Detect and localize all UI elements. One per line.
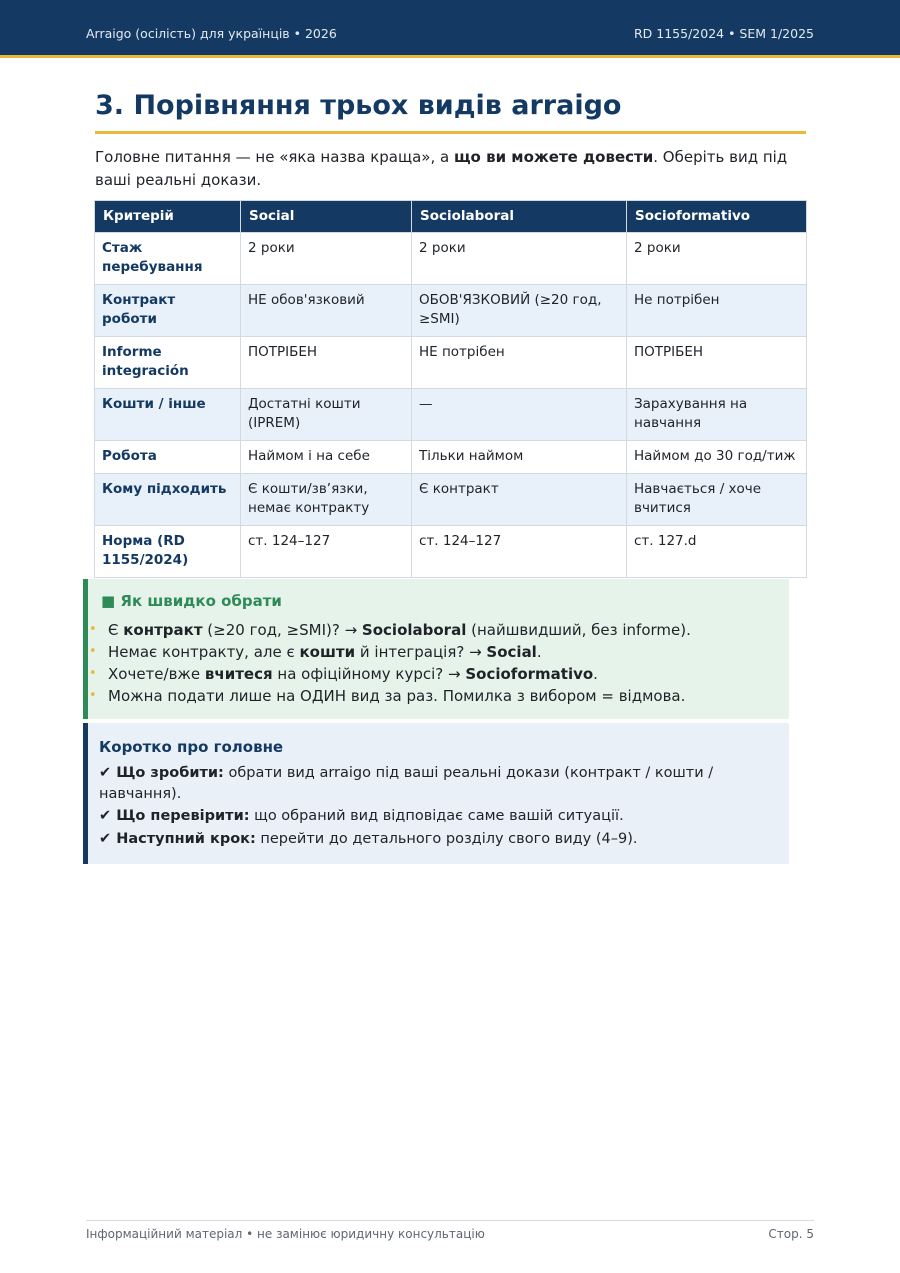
summary-text: обрати вид arraigo під ваші реальні докази (контракт / кошти / навчання). bbox=[99, 765, 714, 802]
table-row bbox=[95, 389, 807, 441]
summary-label: ✔ Наступний крок: bbox=[99, 831, 256, 847]
page-number: Стор. 5 bbox=[768, 1227, 814, 1241]
footer-divider bbox=[86, 1220, 814, 1221]
table-cell: ст. 124–127 bbox=[241, 526, 412, 578]
page-header bbox=[0, 0, 900, 58]
summary-text: перейти до детального розділу свого виду (4–9). bbox=[255, 831, 638, 847]
table-row bbox=[95, 285, 807, 337]
table-cell: ст. 127.d bbox=[627, 526, 807, 578]
bullet-icon: • bbox=[89, 644, 97, 659]
quick-choice-title: ■ Як швидко обрати bbox=[101, 592, 282, 610]
bullet-icon: • bbox=[89, 622, 97, 637]
quick-choice-list bbox=[88, 619, 691, 707]
table-cell: Достатні кошти (IPREM) bbox=[241, 389, 412, 441]
table-cell: 2 роки bbox=[627, 233, 807, 285]
text-bold: кошти bbox=[299, 643, 356, 661]
summary-item bbox=[99, 806, 759, 827]
criterion-cell: Кому підходить bbox=[95, 474, 241, 526]
text-bold: контракт bbox=[123, 621, 203, 639]
summary-label: ✔ Що зробити: bbox=[99, 765, 224, 781]
table-cell: Зарахування на навчання bbox=[627, 389, 807, 441]
table-cell: Не потрібен bbox=[627, 285, 807, 337]
intro-text-a: Головне питання — не «яка назва краща», а bbox=[95, 148, 454, 166]
list-item bbox=[88, 641, 691, 663]
footer-disclaimer: Інформаційний матеріал • не замінює юридичну консультацію bbox=[86, 1227, 485, 1241]
column-header: Socioformativo bbox=[627, 201, 807, 233]
text-bold: Socioformativo bbox=[465, 665, 594, 683]
criterion-cell: Кошти / інше bbox=[95, 389, 241, 441]
text-span: й інтеграція? → bbox=[355, 643, 487, 661]
summary-label: ✔ Що перевірити: bbox=[99, 808, 250, 824]
bullet-icon: • bbox=[89, 688, 97, 703]
quick-choice-box bbox=[83, 579, 789, 719]
text-span: . bbox=[536, 643, 542, 661]
table-cell: НЕ обов'язковий bbox=[241, 285, 412, 337]
criterion-cell: Робота bbox=[95, 441, 241, 474]
criterion-cell: Норма (RD 1155/2024) bbox=[95, 526, 241, 578]
table-cell: — bbox=[412, 389, 627, 441]
text-span: . bbox=[593, 665, 598, 683]
text-span: Хочете/вже bbox=[108, 665, 205, 683]
criterion-cell: Informe integración bbox=[95, 337, 241, 389]
table-cell: 2 роки bbox=[412, 233, 627, 285]
column-header: Social bbox=[241, 201, 412, 233]
bullet-icon: • bbox=[89, 666, 97, 681]
table-row bbox=[95, 337, 807, 389]
table-row bbox=[95, 233, 807, 285]
text-span: Є bbox=[108, 621, 124, 639]
table-cell: Наймом до 30 год/тиж bbox=[627, 441, 807, 474]
list-item bbox=[88, 663, 691, 685]
column-header: Sociolaboral bbox=[412, 201, 627, 233]
table-row bbox=[95, 526, 807, 578]
summary-text: що обраний вид відповідає саме вашій ситуації. bbox=[249, 808, 624, 824]
table-cell: ПОТРІБЕН bbox=[241, 337, 412, 389]
text-span: (найшвидший, без informe). bbox=[466, 621, 691, 639]
column-header: Критерій bbox=[95, 201, 241, 233]
text-bold: Social bbox=[486, 643, 537, 661]
intro-text-bold: що ви можете довести bbox=[453, 148, 654, 166]
table-row bbox=[95, 441, 807, 474]
summary-box bbox=[83, 723, 789, 864]
summary-title: Коротко про головне bbox=[99, 738, 284, 756]
comparison-table bbox=[94, 200, 807, 578]
table-cell: ст. 124–127 bbox=[412, 526, 627, 578]
criterion-cell: Стаж перебування bbox=[95, 233, 241, 285]
text-span: Немає контракту, але є bbox=[108, 643, 300, 661]
criterion-cell: Контракт роботи bbox=[95, 285, 241, 337]
table-cell: 2 роки bbox=[241, 233, 412, 285]
list-item bbox=[88, 685, 691, 707]
list-item bbox=[88, 619, 691, 641]
summary-item bbox=[99, 763, 759, 805]
text-span: на офіційному курсі? → bbox=[272, 665, 466, 683]
table-cell: Є контракт bbox=[412, 474, 627, 526]
table-cell: Навчається / хоче вчитися bbox=[627, 474, 807, 526]
text-bold: Sociolaboral bbox=[361, 621, 467, 639]
summary-item bbox=[99, 829, 759, 850]
table-header-row bbox=[95, 201, 807, 233]
text-span: Можна подати лише на ОДИН вид за раз. Помилка з вибором = відмова. bbox=[108, 687, 686, 705]
text-bold: вчитеся bbox=[204, 665, 273, 683]
text-span: (≥20 год, ≥SMI)? → bbox=[202, 621, 362, 639]
intro-text-c: . Оберіть вид під ваші реальні докази. bbox=[95, 148, 788, 189]
header-document-title: Arraigo (осілість) для українців • 2026 bbox=[86, 26, 337, 41]
table-cell: НЕ потрібен bbox=[412, 337, 627, 389]
table-cell: Наймом і на себе bbox=[241, 441, 412, 474]
header-reference: RD 1155/2024 • SEM 1/2025 bbox=[633, 26, 814, 41]
table-cell: Тільки наймом bbox=[412, 441, 627, 474]
table-cell: ПОТРІБЕН bbox=[627, 337, 807, 389]
table-cell: ОБОВ'ЯЗКОВИЙ (≥20 год, ≥SMI) bbox=[412, 285, 627, 337]
table-row bbox=[95, 474, 807, 526]
section-title: 3. Порівняння трьох видів arraigo bbox=[95, 90, 806, 134]
table-cell: Є кошти/зв’язки, немає контракту bbox=[241, 474, 412, 526]
section-intro bbox=[95, 146, 810, 191]
